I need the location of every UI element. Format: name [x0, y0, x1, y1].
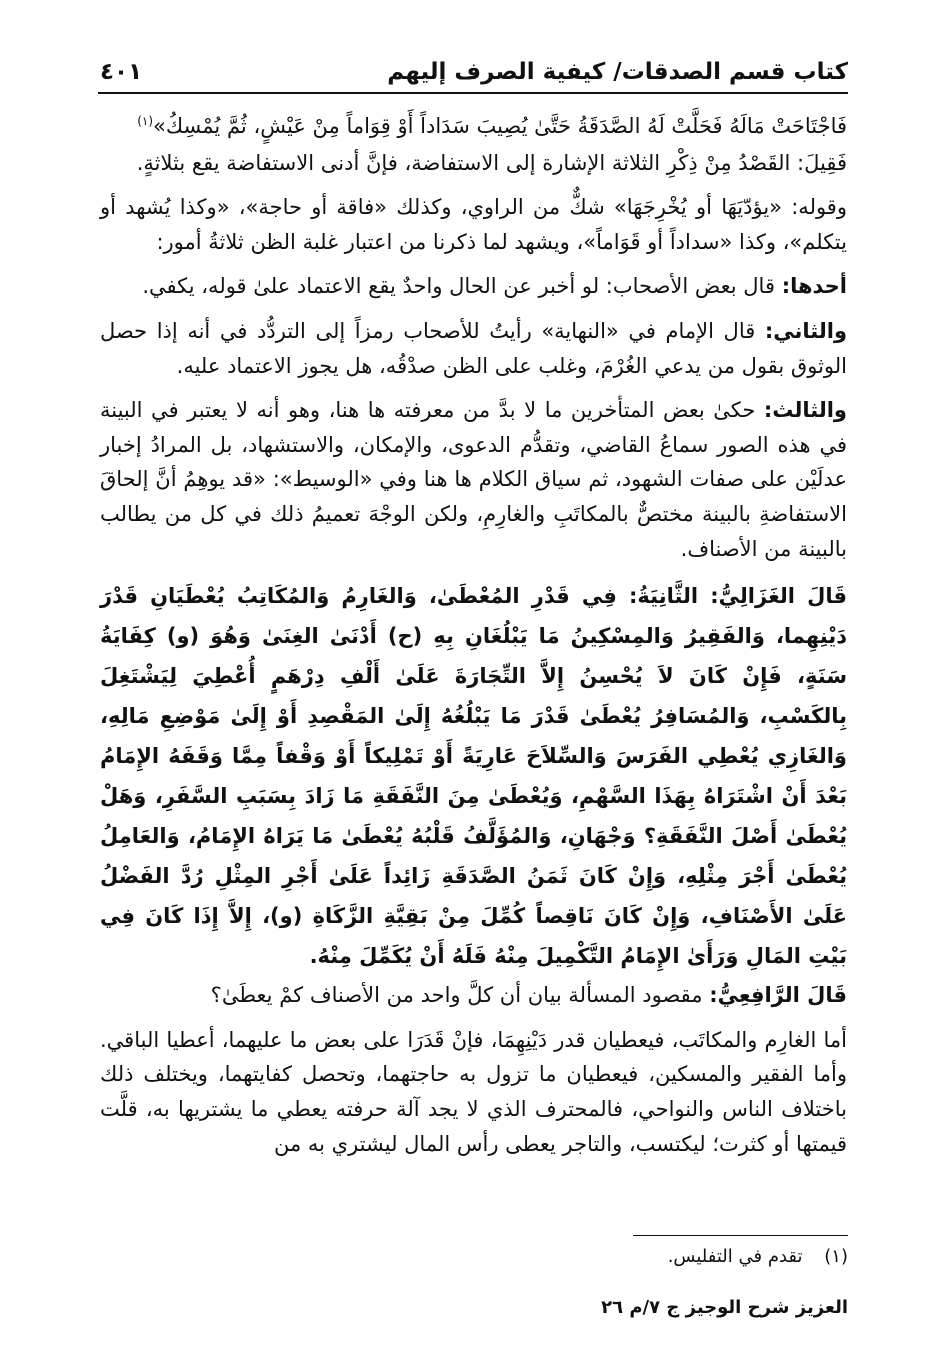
header-title: كتاب قسم الصدقات/ كيفية الصرف إليهم [387, 59, 848, 85]
page-body [100, 104, 847, 1171]
footnote-marker: (١) [137, 114, 154, 128]
matn-text: فِي قَدْرِ المُعْطَىٰ، وَالغَارِمُ وَالمُكَاتِبُ يُعْطَيَانِ قَدْرَ دَيْنِهِما، وَالفَقِيرُ وَالمِسْكِينُ مَا يَبْلُغَانِ بِهِ (ح) أَدْنَىٰ الغِنَىٰ وَهُوَ (و) كِفَايَةُ سَنَةٍ، فَإِنْ كَانَ لاَ يُحْسِنُ إِلاَّ التِّجَارَةَ عَلَىٰ أَلْفِ دِرْهَمٍ أُعْطِيَ لِيَشْتَغِلَ بِالكَسْبِ، وَالمُسَافِرُ يُعْطَىٰ قَدْرَ مَا يَبْلُغُهُ إِلَىٰ المَقْصِدِ أَوْ إِلَىٰ مَوْضِعِ مَالِهِ، وَالغَازِي يُعْطِي الفَرَسَ وَالسِّلاَحَ عَارِيَةً أَوْ تَمْلِيكاً أَوْ وَقْفاً مِمَّا وَقَفَهُ الإِمَامُ بَعْدَ أَنْ اشْتَرَاهُ بِهَذَا السَّهْمِ، وَيُعْطَىٰ مِنَ النَّفَقَةِ مَا زَادَ بِسَبَبِ السَّفَرِ، وَهَلْ يُعْطَىٰ أَصْلَ النَّفَقَةِ؟ وَجْهَانِ، وَالمُؤَلَّفُ قَلْبُهُ يُعْطَىٰ مَا يَرَاهُ الإِمَامُ، وَالعَامِلُ يُعْطَىٰ أَجْرَ مِثْلِهِ، وَإِنْ كَانَ ثَمَنُ الصَّدَقَةِ زَائِداً عَلَىٰ أَجْرِ المِثْلِ رُدَّ الفَضْلُ عَلَىٰ الأَصْنَافِ، وَإِنْ كَانَ نَاقِصاً كُمِّلَ مِنْ بَقِيَّةِ الزَّكَاةِ (و)، إِلاَّ إِذَا كَانَ فِي بَيْتِ المَالِ وَرَأَىٰ الإِمَامُ التَّكْمِيلَ مِنْهُ فَلَهُ أَنْ يُكَمِّلَ مِنْهُ. [100, 584, 847, 969]
paragraph-lead: والثالث: [763, 398, 847, 423]
paragraph-text: قال بعض الأصحاب: لو أخبر عن الحال واحدٌ يقع الاعتماد علىٰ قوله، يكفي. [142, 274, 775, 299]
footnote-divider [633, 1235, 848, 1236]
book-signature: العزيز شرح الوجيز ج ٧/م ٢٦ [601, 1297, 848, 1318]
paragraph-text: وقوله: «يؤدّيَهَا أو يُخْرِجَهَا» شكٌّ من الراوي، وكذلك «فاقة أو حاجة»، «وكذا يُشهد أو يتكلم»، وكذا «سداداً أو قَوَاماً»، ويشهد لما ذكرنا من اعتبار غلبة الظن ثلاثةُ أمور: [100, 195, 847, 254]
paragraph-lead: أحدها: [781, 274, 847, 299]
paragraph-lead: والثاني: [764, 318, 847, 343]
paragraph-first [100, 269, 847, 304]
paragraph-text: حكىٰ بعض المتأخرين ما لا بدَّ من معرفته ها هنا، وهو أنه لا يعتبر في البينة في هذه الصور سماعُ القاضي، وتقدُّم الدعوى، والإمكان، والاستشهاد، بل المرادُ إخبار عدلَيْن على صفات الشهود، ثم سياق الكلام ها هنا وفي «الوسيط»: «قد يوهِمُ أنَّ إلحاقَ الاستفاضةِ بالبينة مختصٌّ بالمكاتَبِ والغارِمِ، ولكن الوجْهَ تعميمُ ذلك في كل من يطالب بالبينة من الأصناف. [100, 398, 847, 561]
sharh-text: مقصود المسألة بيان أن كلَّ واحد من الأصناف كمْ يعطَىٰ؟ [210, 983, 703, 1008]
header-divider [98, 92, 848, 94]
paragraph-explanation [100, 146, 847, 181]
paragraph-wording [100, 190, 847, 259]
paragraph-text: أما الغارِم والمكاتَب، فيعطيان قدر دَيْنِهِمَا، فإنْ قَدَرَا على بعض ما عليهما، أعطيا الباقي. وأما الفقير والمسكين، فيعطيان ما تزول به حاجتهما، وتحصل كفايتهما، ويختلف ذلك باختلاف الناس والنواحي، فالمحترف الذي لا يجد آلة حرفته يعطي ما يشتريها به، قلَّت قيمتها أو كثرت؛ ليكتسب، والتاجر يعطى رأس المال ليشتري به من [100, 1027, 847, 1156]
sharh-lead: قَالَ الرَّافِعِيُّ: [709, 983, 847, 1008]
page-number: ٤٠١ [100, 59, 143, 85]
paragraph-text: فَاجْتَاحَتْ مَالَهُ فَحَلَّتْ لَهُ الصَّدَقَةُ حَتَّىٰ يُصِيبَ سَدَاداً أَوْ قِوَاماً مِنْ عَيْشٍ، ثُمَّ يُمْسِكُ» [153, 114, 847, 138]
matn-lead: قَالَ الغَزَالِيُّ: الثَّانِيَةُ: [629, 584, 847, 609]
footnote-text: تقدم في التفليس. [667, 1246, 803, 1267]
running-header [100, 52, 848, 92]
paragraph-hadith-end [100, 104, 847, 144]
paragraph-second [100, 314, 847, 383]
paragraph-third [100, 393, 847, 566]
footnote [668, 1246, 848, 1267]
paragraph-last [100, 1023, 847, 1161]
paragraph-text: فَقِيلَ: القَصْدُ مِنْ ذِكْرِ الثلاثة الإشارة إلى الاستفاضة، فإنَّ أدنى الاستفاضة يقع بثلاثةٍ. [136, 150, 847, 175]
sharh-rafii [100, 978, 847, 1013]
paragraph-text: قال الإمام في «النهاية» رأيتُ للأصحاب رمزاً إلى التردُّد في أنه إذا حصل الوثوق بقول من يدعي الغُرْمَ، وغلب على الظن صدْقُه، هل يجوز الاعتماد عليه. [100, 318, 847, 378]
matn-ghazali [100, 576, 847, 976]
footnote-number: (١) [824, 1246, 848, 1267]
